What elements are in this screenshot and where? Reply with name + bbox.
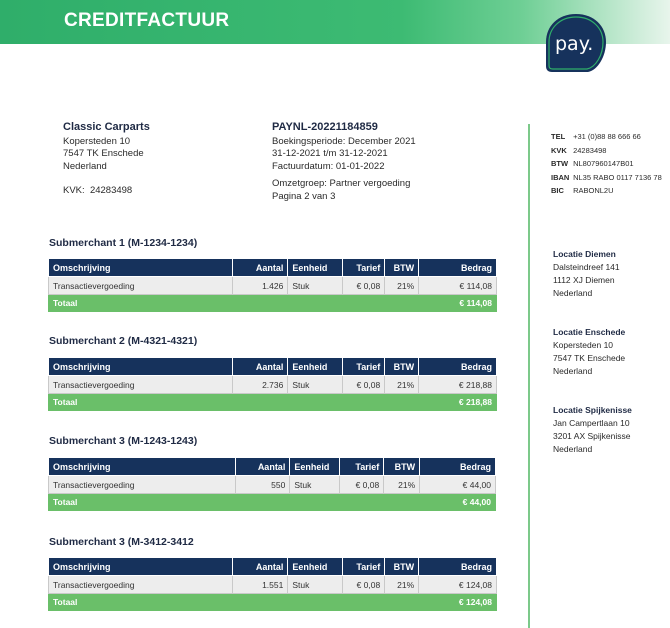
iban-label: IBAN — [551, 172, 570, 182]
page-indicator: Pagina 2 van 3 — [272, 190, 336, 202]
total-value: € 44,00 — [420, 494, 496, 511]
customer-city: 7547 TK Enschede — [63, 148, 144, 159]
row-description: Transactievergoeding — [49, 277, 233, 295]
col-total: Bedrag — [419, 358, 497, 376]
booking-period: Boekingsperiode: December 2021 — [272, 135, 416, 147]
section-title: Submerchant 3 (M-1243-1243) — [49, 435, 198, 447]
col-unit: Eenheid — [288, 558, 343, 576]
col-amount: Aantal — [233, 259, 288, 277]
total-label: Totaal — [49, 394, 419, 411]
total-row — [49, 295, 497, 312]
kvk-label: KVK — [551, 145, 567, 155]
location-name: Locatie Spijkenisse — [553, 405, 632, 415]
document-title: CREDITFACTUUR — [64, 10, 230, 31]
kvk-value: 24283498 — [573, 145, 607, 155]
invoice-table — [48, 557, 497, 611]
row-unit: Stuk — [288, 277, 343, 295]
table-row — [49, 376, 497, 394]
row-total: € 124,08 — [419, 576, 497, 594]
tel-value: +31 (0)88 88 666 66 — [573, 132, 641, 141]
col-unit: Eenheid — [290, 458, 340, 476]
invoice-number: PAYNL-20221184859 — [272, 121, 378, 133]
col-vat: BTW — [385, 259, 419, 277]
customer-country: Nederland — [63, 160, 107, 172]
row-amount: 1.551 — [233, 576, 288, 594]
location-block — [553, 404, 632, 456]
col-total: Bedrag — [419, 558, 497, 576]
tel-label: TEL — [551, 132, 566, 141]
col-amount: Aantal — [233, 358, 288, 376]
location-city: 1112 XJ Diemen — [553, 275, 615, 285]
total-row — [49, 494, 496, 511]
total-row — [49, 594, 497, 611]
row-description: Transactievergoeding — [49, 376, 233, 394]
col-rate: Tarief — [340, 458, 384, 476]
row-rate: € 0,08 — [343, 376, 385, 394]
total-value: € 114,08 — [419, 295, 497, 312]
location-city: 3201 AX Spijkenisse — [553, 431, 631, 441]
location-name: Locatie Diemen — [553, 249, 616, 259]
invoice-date: Factuurdatum: 01-01-2022 — [272, 160, 385, 172]
customer-name: Classic Carparts — [63, 121, 150, 133]
location-street: Kopersteden 10 — [553, 340, 614, 350]
location-block — [553, 326, 625, 378]
table-row — [49, 576, 497, 594]
customer-kvk-value: 24283498 — [89, 185, 133, 196]
col-vat: BTW — [384, 458, 420, 476]
location-street: Dalsteindreef 141 — [553, 262, 620, 272]
col-description: Omschrijving — [49, 558, 233, 576]
invoice-meta — [272, 121, 416, 203]
total-row — [49, 394, 497, 411]
invoice-table — [48, 258, 497, 312]
row-description: Transactievergoeding — [49, 476, 236, 494]
customer-address — [63, 121, 150, 198]
row-amount: 1.426 — [233, 277, 288, 295]
col-description: Omschrijving — [49, 259, 233, 277]
customer-kvk-label: KVK: — [63, 185, 85, 196]
col-amount: Aantal — [236, 458, 290, 476]
col-rate: Tarief — [343, 259, 385, 277]
table-row — [49, 277, 497, 295]
row-amount: 550 — [236, 476, 290, 494]
section-title: Submerchant 2 (M-4321-4321) — [49, 335, 198, 347]
row-vat: 21% — [385, 277, 419, 295]
total-label: Totaal — [49, 295, 419, 312]
col-amount: Aantal — [233, 558, 288, 576]
row-rate: € 0,08 — [340, 476, 384, 494]
company-details — [551, 130, 662, 198]
table-row — [49, 476, 496, 494]
col-vat: BTW — [385, 358, 419, 376]
col-description: Omschrijving — [49, 458, 236, 476]
row-rate: € 0,08 — [343, 277, 385, 295]
btw-label: BTW — [551, 159, 569, 168]
invoice-table — [48, 457, 496, 511]
col-vat: BTW — [385, 558, 419, 576]
row-unit: Stuk — [290, 476, 340, 494]
logo-text: pay. — [555, 33, 594, 55]
row-total: € 218,88 — [419, 376, 497, 394]
bic-label: BIC — [551, 186, 564, 195]
iban-value: NL35 RABO 0117 7136 78 — [573, 172, 662, 182]
pay-logo — [544, 12, 608, 74]
vertical-divider — [528, 124, 530, 628]
col-unit: Eenheid — [288, 259, 343, 277]
customer-street: Kopersteden 10 — [63, 135, 131, 147]
bic-value: RABONL2U — [573, 186, 614, 195]
row-vat: 21% — [385, 576, 419, 594]
row-rate: € 0,08 — [343, 576, 385, 594]
total-value: € 124,08 — [419, 594, 497, 611]
row-description: Transactievergoeding — [49, 576, 233, 594]
revenue-group: Omzetgroep: Partner vergoeding — [272, 178, 411, 189]
col-description: Omschrijving — [49, 358, 233, 376]
location-street: Jan Campertlaan 10 — [553, 418, 630, 428]
location-country: Nederland — [553, 366, 593, 376]
col-unit: Eenheid — [288, 358, 343, 376]
col-rate: Tarief — [343, 558, 385, 576]
location-country: Nederland — [553, 288, 593, 298]
row-vat: 21% — [385, 376, 419, 394]
btw-value: NL807960147B01 — [573, 159, 634, 168]
location-block — [553, 248, 620, 300]
total-label: Totaal — [49, 494, 420, 511]
row-total: € 44,00 — [420, 476, 496, 494]
row-amount: 2.736 — [233, 376, 288, 394]
row-unit: Stuk — [288, 376, 343, 394]
location-name: Locatie Enschede — [553, 327, 626, 337]
section-title: Submerchant 3 (M-3412-3412 — [49, 536, 194, 548]
customer-kvk — [63, 185, 150, 198]
total-value: € 218,88 — [419, 394, 497, 411]
section-title: Submerchant 1 (M-1234-1234) — [49, 237, 198, 249]
row-unit: Stuk — [288, 576, 343, 594]
invoice-table — [48, 357, 497, 411]
col-rate: Tarief — [343, 358, 385, 376]
total-label: Totaal — [49, 594, 419, 611]
location-city: 7547 TK Enschede — [553, 353, 626, 363]
row-total: € 114,08 — [419, 277, 497, 295]
location-country: Nederland — [553, 444, 593, 454]
col-total: Bedrag — [419, 259, 497, 277]
row-vat: 21% — [384, 476, 420, 494]
period-range: 31-12-2021 t/m 31-12-2021 — [272, 148, 388, 159]
col-total: Bedrag — [420, 458, 496, 476]
